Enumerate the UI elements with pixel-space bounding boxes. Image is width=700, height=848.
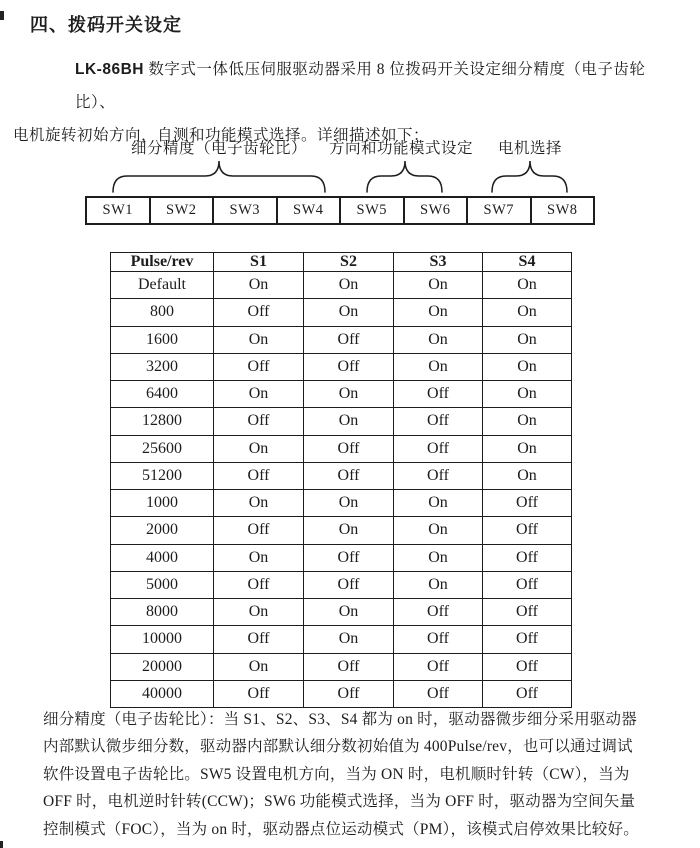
switch-state: Off (214, 517, 304, 544)
switch-cell-sw1: SW1 (102, 202, 133, 218)
switch-state: On (394, 571, 483, 598)
switch-state: On (214, 326, 304, 353)
switch-state: Off (394, 435, 483, 462)
switch-state: On (214, 435, 304, 462)
table-row (111, 571, 572, 598)
pulse-rev-value: 10000 (111, 626, 214, 653)
switch-state: Off (304, 435, 394, 462)
switch-cell-sw8: SW8 (530, 198, 594, 223)
switch-state: Off (394, 408, 483, 435)
switch-state: Off (483, 490, 572, 517)
switch-state: On (483, 299, 572, 326)
switch-cell-sw2: SW2 (149, 198, 213, 223)
switch-state: On (483, 408, 572, 435)
pulse-rev-value: 1000 (111, 490, 214, 517)
switch-state: On (483, 353, 572, 380)
pulse-rev-value: Default (111, 272, 214, 299)
pulse-rev-value: 20000 (111, 653, 214, 680)
pulse-rev-value: 800 (111, 299, 214, 326)
table-header-cell: S2 (304, 253, 394, 272)
switch-state: Off (304, 462, 394, 489)
pulse-rev-table (110, 252, 572, 708)
table-header-cell: S3 (394, 253, 483, 272)
intro-line-1-text: 数字式一体低压伺服驱动器采用 8 位拨码开关设定细分精度（电子齿轮比）、 (75, 61, 646, 111)
switch-state: On (394, 517, 483, 544)
switch-state: On (304, 381, 394, 408)
footer-line: 软件设置电子齿轮比。SW5 设置电机方向，当为 ON 时，电机顺时针转（CW），当为 (43, 765, 630, 783)
brace-direction-mode-icon (367, 161, 442, 192)
switch-state: On (394, 299, 483, 326)
group-label-gear-ratio: 细分精度（电子齿轮比） (130, 140, 308, 157)
switch-state: On (304, 490, 394, 517)
brace-gear-ratio-icon (113, 161, 325, 192)
switch-state: Off (214, 462, 304, 489)
model-name: LK-86BH (75, 61, 144, 78)
group-label-motor-select: 电机选择 (497, 140, 563, 157)
switch-state: Off (304, 544, 394, 571)
table-row (111, 299, 572, 326)
switch-state: Off (304, 571, 394, 598)
switch-state: On (483, 381, 572, 408)
switch-state: On (304, 299, 394, 326)
group-label-direction-mode: 方向和功能模式设定 (328, 140, 474, 157)
scan-artifact (0, 841, 3, 848)
pulse-rev-value: 4000 (111, 544, 214, 571)
switch-state: Off (394, 381, 483, 408)
switch-cell-sw4: SW4 (276, 198, 340, 223)
switch-state: On (214, 490, 304, 517)
table-header-row (111, 253, 572, 272)
footer-line: OFF 时，电机逆时针转(CCW)；SW6 功能模式选择，当为 OFF 时，驱动器为空间矢量 (43, 793, 636, 811)
switch-state: Off (394, 653, 483, 680)
switch-state: Off (214, 680, 304, 707)
footer-line: 内部默认微步细分数，驱动器内部默认细分数初始值为 400Pulse/rev，也可以通过调试 (43, 738, 633, 756)
switch-state: On (394, 544, 483, 571)
switch-state: Off (394, 626, 483, 653)
pulse-rev-value: 6400 (111, 381, 214, 408)
switch-state: Off (483, 571, 572, 598)
switch-state: On (304, 272, 394, 299)
table-row (111, 680, 572, 707)
switch-state: Off (394, 599, 483, 626)
switch-state: Off (304, 680, 394, 707)
switch-state: On (394, 272, 483, 299)
pulse-rev-value: 5000 (111, 571, 214, 598)
switch-state: Off (304, 653, 394, 680)
footer-paragraph (43, 706, 679, 843)
switch-state: Off (214, 626, 304, 653)
table-row (111, 326, 572, 353)
switch-row (85, 196, 595, 225)
switch-state: Off (394, 680, 483, 707)
switch-state: On (214, 599, 304, 626)
footer-line: 细分精度（电子齿轮比）：当 S1、S2、S3、S4 都为 on 时，驱动器微步细分采用驱动器 (43, 711, 637, 728)
switch-state: Off (214, 571, 304, 598)
switch-state: On (483, 462, 572, 489)
switch-state: Off (214, 299, 304, 326)
pulse-rev-value: 40000 (111, 680, 214, 707)
table-row (111, 490, 572, 517)
table-header-cell: S1 (214, 253, 304, 272)
switch-state: On (483, 272, 572, 299)
switch-state: Off (304, 353, 394, 380)
switch-state: Off (483, 544, 572, 571)
table-row (111, 381, 572, 408)
switch-state: Off (483, 653, 572, 680)
dip-switch-diagram (0, 0, 700, 240)
section-title: 四、拨码开关设定 (30, 15, 182, 35)
pulse-rev-value: 25600 (111, 435, 214, 462)
pulse-rev-value: 12800 (111, 408, 214, 435)
switch-state: On (483, 326, 572, 353)
switch-state: Off (394, 462, 483, 489)
switch-state: On (394, 326, 483, 353)
switch-state: On (214, 381, 304, 408)
table-row (111, 544, 572, 571)
table-row (111, 435, 572, 462)
table-row (111, 653, 572, 680)
switch-state: On (304, 626, 394, 653)
switch-state: Off (214, 408, 304, 435)
switch-state: Off (483, 517, 572, 544)
brace-group (0, 154, 700, 196)
table-row (111, 408, 572, 435)
footer-line: 控制模式（FOC），当为 on 时，驱动器点位运动模式（PM），该模式启停效果比较好。 (43, 820, 639, 838)
pulse-rev-value: 51200 (111, 462, 214, 489)
switch-state: On (214, 653, 304, 680)
pulse-rev-value: 2000 (111, 517, 214, 544)
switch-state: Off (483, 680, 572, 707)
switch-state: On (304, 517, 394, 544)
table-row (111, 353, 572, 380)
switch-state: On (394, 490, 483, 517)
switch-cell-sw3: SW3 (212, 198, 276, 223)
switch-state: On (214, 544, 304, 571)
switch-state: On (304, 599, 394, 626)
table-row (111, 626, 572, 653)
switch-cell-sw5: SW5 (339, 198, 403, 223)
pulse-rev-value: 3200 (111, 353, 214, 380)
table-body (111, 272, 572, 708)
switch-state: Off (483, 626, 572, 653)
pulse-rev-value: 8000 (111, 599, 214, 626)
switch-state: On (304, 408, 394, 435)
table-row (111, 462, 572, 489)
intro-line-2: 电机旋转初始方向，自测和功能模式选择。详细描述如下： (13, 127, 430, 144)
pulse-rev-value: 1600 (111, 326, 214, 353)
table-header-cell: Pulse/rev (111, 253, 214, 272)
brace-motor-select-icon (492, 161, 567, 192)
switch-state: On (394, 353, 483, 380)
table-row (111, 517, 572, 544)
switch-state: Off (214, 353, 304, 380)
table-row (111, 272, 572, 299)
table-header-cell: S4 (483, 253, 572, 272)
switch-state: On (483, 435, 572, 462)
switch-state: Off (483, 599, 572, 626)
switch-state: Off (304, 326, 394, 353)
switch-state: On (214, 272, 304, 299)
switch-cell-sw6: SW6 (403, 198, 467, 223)
switch-cell-sw7: SW7 (466, 198, 530, 223)
table-row (111, 599, 572, 626)
